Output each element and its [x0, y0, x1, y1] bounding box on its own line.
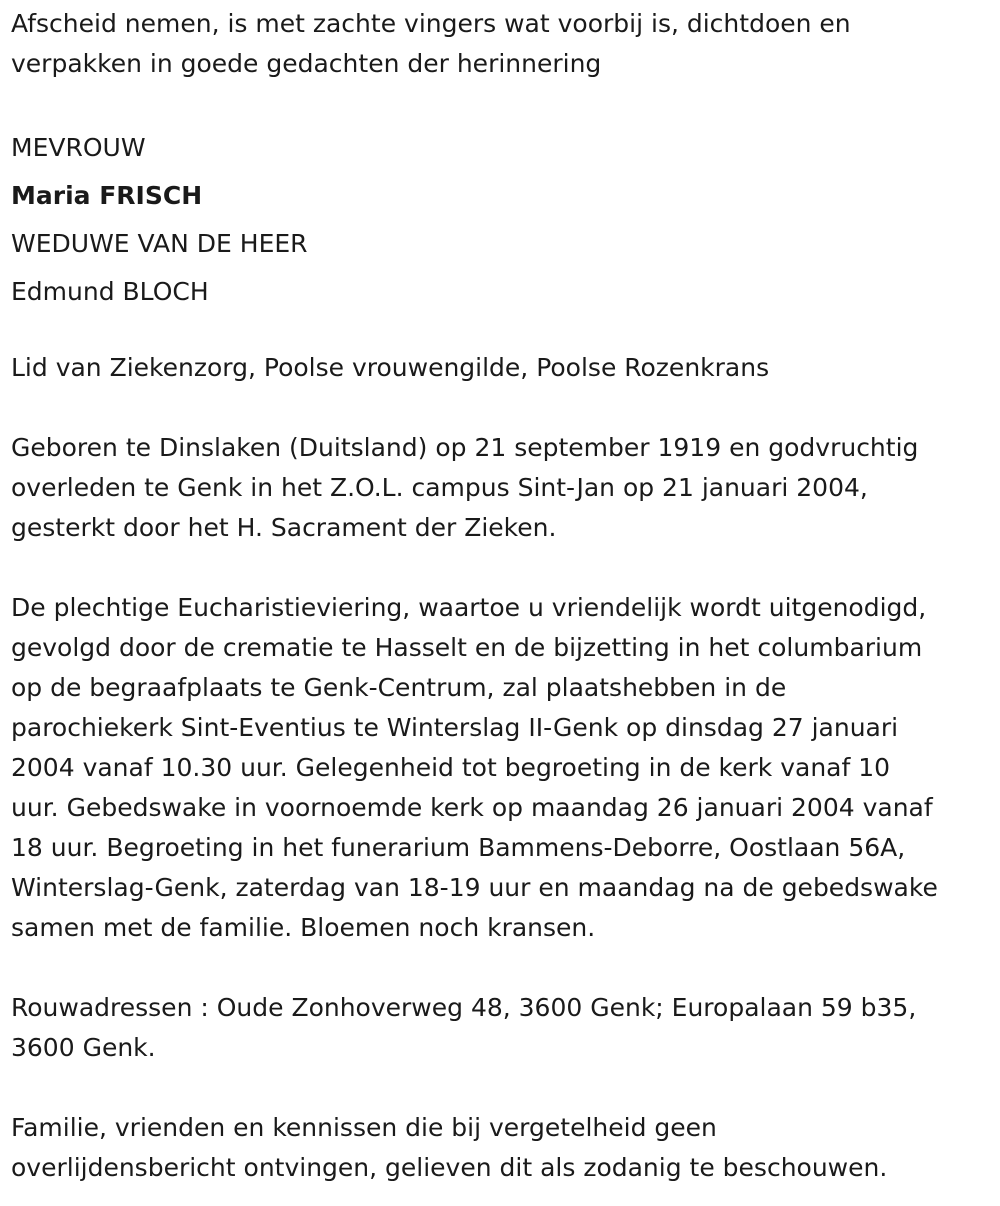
birth-death-line: Geboren te Dinslaken (Duitsland) op 21 september 1919 en godvruchtig [11, 433, 919, 462]
deceased-relation: WEDUWE VAN DE HEER [11, 229, 308, 258]
ceremony-line: parochiekerk Sint-Eventius te Winterslag II-Genk op dinsdag 27 januari [11, 713, 899, 742]
address-line: Rouwadressen : Oude Zonhoverweg 48, 3600 Genk; Europalaan 59 b35, [11, 993, 917, 1022]
quote-line: verpakken in goede gedachten der herinnering [11, 49, 602, 78]
spouse-name: Edmund BLOCH [11, 277, 209, 306]
birth-death-line: overleden te Genk in het Z.O.L. campus Sint-Jan op 21 januari 2004, [11, 473, 868, 502]
ceremony-line: op de begraafplaats te Genk-Centrum, zal plaatshebben in de [11, 673, 787, 702]
birth-death-line: gesterkt door het H. Sacrament der Zieken. [11, 513, 557, 542]
birth-death-paragraph [11, 428, 996, 548]
membership-paragraph [11, 348, 996, 388]
deceased-block [11, 124, 996, 316]
ceremony-line: samen met de familie. Bloemen noch kransen. [11, 913, 596, 942]
ceremony-line: gevolgd door de crematie te Hasselt en de bijzetting in het columbarium [11, 633, 923, 662]
ceremony-paragraph [11, 588, 996, 948]
closing-paragraph [11, 1108, 996, 1188]
obituary-document [11, 4, 996, 1188]
closing-line: Familie, vrienden en kennissen die bij vergetelheid geen [11, 1113, 717, 1142]
deceased-name: Maria FRISCH [11, 181, 203, 210]
membership-line: Lid van Ziekenzorg, Poolse vrouwengilde, Poolse Rozenkrans [11, 353, 770, 382]
ceremony-line: De plechtige Eucharistieviering, waartoe u vriendelijk wordt uitgenodigd, [11, 593, 927, 622]
ceremony-line: Winterslag-Genk, zaterdag van 18-19 uur en maandag na de gebedswake [11, 873, 938, 902]
ceremony-line: uur. Gebedswake in voornoemde kerk op maandag 26 januari 2004 vanaf [11, 793, 933, 822]
closing-line: overlijdensbericht ontvingen, gelieven dit als zodanig te beschouwen. [11, 1153, 888, 1182]
address-line: 3600 Genk. [11, 1033, 156, 1062]
addresses-paragraph [11, 988, 996, 1068]
ceremony-line: 2004 vanaf 10.30 uur. Gelegenheid tot begroeting in de kerk vanaf 10 [11, 753, 891, 782]
opening-quote [11, 4, 996, 84]
quote-line: Afscheid nemen, is met zachte vingers wat voorbij is, dichtdoen en [11, 9, 851, 38]
deceased-title: MEVROUW [11, 133, 146, 162]
ceremony-line: 18 uur. Begroeting in het funerarium Bammens-Deborre, Oostlaan 56A, [11, 833, 906, 862]
